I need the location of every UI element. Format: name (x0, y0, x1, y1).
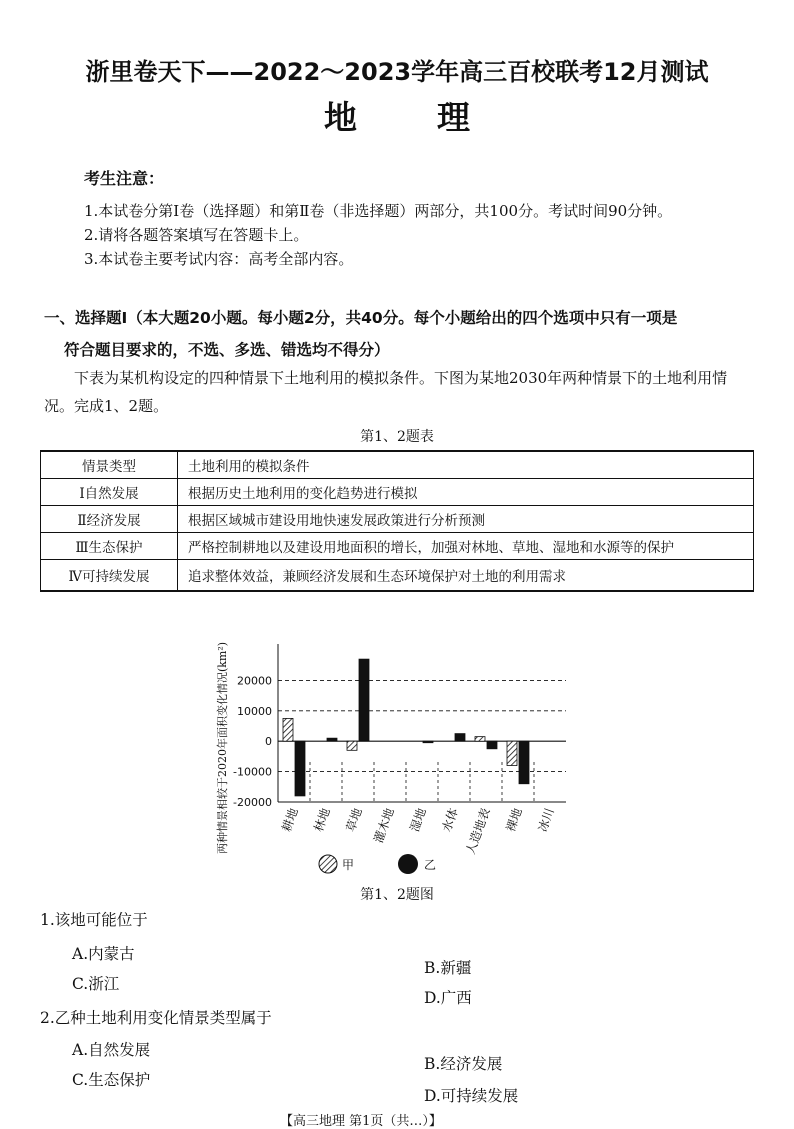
q2-option-c[interactable]: C.生态保护 (72, 1071, 151, 1089)
x-axis-ticks (279, 806, 557, 856)
x-tick-label: 耕地 (279, 806, 301, 834)
table-cell: Ⅲ生态保护 (41, 533, 178, 560)
table-cell: 严格控制耕地以及建设用地面积的增长，加强对林地、草地、湿地和水源等的保护 (178, 533, 754, 560)
y-tick-label: 20000 (237, 674, 272, 688)
question-2-stem: 2.乙种土地利用变化情景类型属于 (40, 1009, 272, 1027)
x-tick-label: 冰川 (535, 806, 557, 834)
q2-option-b[interactable]: B.经济发展 (424, 1055, 503, 1073)
page-footer: 【高三地理 第1页（共…）】 (280, 1114, 442, 1129)
section-heading-line2: 符合题目要求的，不选、多选、错选均不得分） (64, 341, 390, 359)
table-cell: 根据区域城市建设用地快速发展政策进行分析预测 (178, 506, 754, 533)
bar-甲-裸地 (507, 741, 517, 765)
table-header-cell: 情景类型 (41, 451, 178, 479)
y-tick-label: 10000 (237, 704, 272, 718)
table-cell: Ⅱ经济发展 (41, 506, 178, 533)
table-header-cell: 土地利用的模拟条件 (178, 451, 754, 479)
bar-乙-耕地 (295, 741, 305, 796)
table-caption: 第1、2题表 (360, 429, 434, 445)
question-1-stem: 1.该地可能位于 (40, 911, 148, 929)
section-heading (44, 302, 760, 366)
x-tick-label: 裸地 (503, 806, 525, 834)
notice-heading: 考生注意： (84, 169, 165, 188)
question-intro: 下表为某机构设定的四种情景下土地利用的模拟条件。下图为某地2030年两种情景下的土地利用情况。完成1、2题。 (44, 369, 728, 415)
table-row (41, 506, 754, 533)
legend-label-yi: 乙 (424, 858, 437, 872)
scenario-table (40, 450, 754, 592)
bar-乙-林地 (327, 738, 337, 741)
bar-乙-水体 (455, 734, 465, 742)
x-tick-label: 人造地表 (463, 806, 493, 857)
table-row (41, 479, 754, 506)
notice-item: 3.本试卷主要考试内容：高考全部内容。 (84, 250, 354, 268)
x-tick-label: 草地 (343, 806, 365, 834)
bar-甲-人造地表 (475, 737, 485, 742)
bar-乙-人造地表 (487, 741, 497, 749)
exam-title: 浙里卷天下——2022～2023学年高三百校联考12月测试 (85, 58, 709, 86)
legend-label-jia: 甲 (342, 858, 355, 872)
table-row (41, 533, 754, 560)
chart-legend (319, 854, 436, 874)
q1-option-a[interactable]: A.内蒙古 (72, 945, 135, 963)
table-cell: 追求整体效益，兼顾经济发展和生态环境保护对土地的利用需求 (178, 560, 754, 592)
table-cell: 根据历史土地利用的变化趋势进行模拟 (178, 479, 754, 506)
x-tick-label: 湿地 (407, 806, 429, 834)
bar-乙-裸地 (519, 741, 529, 784)
x-tick-label: 灌木地 (371, 806, 397, 845)
notice-item: 2.请将各题答案填写在答题卡上。 (84, 226, 309, 244)
x-tick-label: 林地 (311, 806, 333, 834)
land-use-bar-chart (200, 612, 590, 884)
q2-option-a[interactable]: A.自然发展 (72, 1041, 151, 1059)
q1-option-b[interactable]: B.新疆 (424, 959, 472, 977)
table-cell: Ⅳ可持续发展 (41, 560, 178, 592)
table-row (41, 560, 754, 592)
bar-甲-耕地 (283, 718, 293, 741)
y-tick-label: -20000 (233, 796, 272, 809)
y-tick-label: 0 (265, 735, 272, 749)
subject-title: 地理 (324, 98, 550, 137)
notice-item: 1.本试卷分第Ⅰ卷（选择题）和第Ⅱ卷（非选择题）两部分，共100分。考试时间90分钟。 (84, 202, 673, 220)
y-axis-ticks (233, 674, 272, 809)
q1-option-c[interactable]: C.浙江 (72, 975, 120, 993)
legend-swatch-jia (319, 855, 337, 873)
y-tick-label: -10000 (233, 765, 272, 779)
bar-乙-草地 (359, 659, 369, 741)
bar-甲-草地 (347, 741, 357, 750)
q2-option-d[interactable]: D.可持续发展 (424, 1087, 519, 1105)
table-header-row (41, 451, 754, 479)
bar-乙-湿地 (423, 741, 433, 743)
y-axis-label: 两种情景相较于2020年面积变化情况(km²) (216, 641, 229, 855)
legend-swatch-yi (398, 854, 418, 874)
table-cell: Ⅰ自然发展 (41, 479, 178, 506)
figure-caption: 第1、2题图 (360, 887, 434, 903)
section-heading-line1: 一、选择题Ⅰ（本大题20小题。每小题2分，共40分。每个小题给出的四个选项中只有一项是 (44, 309, 678, 327)
x-tick-label: 水体 (439, 806, 461, 834)
q1-option-d[interactable]: D.广西 (424, 989, 472, 1007)
